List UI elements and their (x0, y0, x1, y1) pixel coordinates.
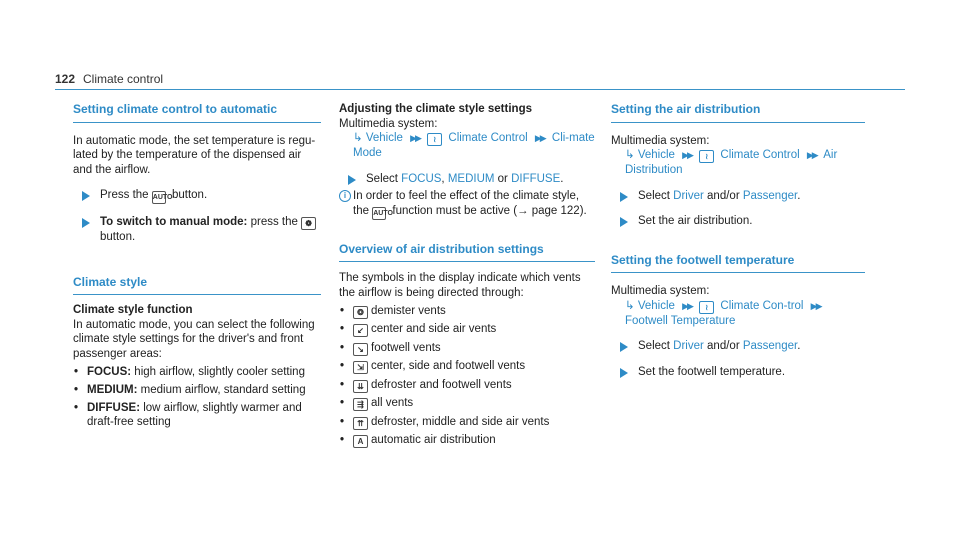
step-arrow-icon (82, 218, 90, 228)
defrost-icon: ❂ (353, 306, 368, 319)
section-rule (73, 294, 321, 295)
nav-path-climate-mode: ↳ Vehicle ▶▶ ≀ Climate Control ▶▶ Cli-mate Mode (353, 132, 595, 159)
column-1 (73, 102, 321, 430)
list-item (339, 359, 595, 374)
auto-distribution-icon: A (353, 435, 368, 448)
step-arrow-icon (348, 175, 356, 185)
center-side-footwell-icon: ⇲ (353, 361, 368, 374)
page-title: Climate control (83, 72, 164, 86)
list-item: • DIFFUSE: low airflow, slightly warmer and draft-free setting (74, 401, 302, 428)
step-arrow-icon (620, 217, 628, 227)
nav-sep-icon: ▶▶ (810, 300, 821, 311)
climate-style-subheading: Climate style function (73, 304, 193, 316)
bullet-icon: • (340, 397, 345, 409)
step-select-seat: Select Driver and/or Passenger. (611, 189, 865, 204)
defroster-footwell-icon: ⇊ (353, 380, 368, 393)
auto-button-icon: AUTO (152, 191, 166, 204)
multimedia-label: Multimedia system: (339, 117, 438, 130)
overview-intro: The symbols in the display indicate which vents the airflow is being directed through: (339, 272, 581, 299)
step-arrow-icon (620, 192, 628, 202)
vent-list (339, 304, 595, 449)
section-rule (611, 122, 865, 123)
section-rule (73, 122, 321, 123)
nav-path-air-distribution: ↳ Vehicle ▶▶ ≀ Climate Control ▶▶ Air Distribution (625, 149, 838, 176)
vent-description: center and side air vents (371, 323, 497, 335)
list-item (339, 378, 595, 393)
list-item: • MEDIUM: medium airflow, standard setting (74, 383, 306, 396)
column-2 (339, 102, 595, 448)
vent-description: automatic air distribution (371, 434, 496, 446)
step-arrow-icon (620, 368, 628, 378)
section-heading-footwell: Setting the footwell temperature (611, 252, 795, 267)
header-rule (55, 89, 905, 90)
vent-description: all vents (371, 397, 414, 409)
nav-sep-icon: ▶▶ (534, 133, 545, 143)
auto-intro: In automatic mode, the set temperature is regu-lated by the temperature of the dispensed air and the airflow. (73, 134, 316, 176)
section-heading-climate-style: Climate style (73, 274, 148, 289)
list-item (339, 322, 595, 337)
step-set-footwell-temperature: Set the footwell temperature. (611, 365, 865, 380)
multimedia-label: Multimedia system: (611, 134, 710, 147)
bullet-icon: • (74, 383, 79, 396)
page-number: 122 (55, 72, 76, 86)
climate-icon: ≀ (427, 133, 442, 146)
nav-arrow-icon: ↳ (625, 149, 635, 161)
nav-arrow-icon: ↳ (353, 132, 363, 144)
section-heading-auto: Setting climate control to automatic (73, 102, 278, 116)
bullet-icon: • (340, 360, 345, 372)
vent-description: demister vents (371, 304, 446, 317)
nav-sep-icon: ▶▶ (806, 150, 817, 160)
nav-arrow-icon: ↳ (625, 299, 635, 312)
section-heading-overview: Overview of air distribution settings (339, 241, 544, 256)
bullet-icon: • (340, 434, 345, 446)
vent-description: center, side and footwell vents (371, 360, 526, 372)
column-3 (611, 102, 865, 379)
defroster-middle-side-icon: ⇈ (353, 417, 368, 430)
manual-mode-icon: ❁ (301, 217, 316, 230)
bullet-icon: • (340, 415, 345, 428)
bullet-icon: • (74, 401, 79, 414)
bullet-icon: • (340, 323, 345, 335)
step-arrow-icon (620, 342, 628, 352)
section-rule (611, 272, 865, 273)
info-note: i In order to feel the effect of the climate style, the AUTO function must be active (→ page 122). (339, 189, 595, 220)
footwell-vents-icon: ↘ (353, 343, 368, 356)
section-heading-air-distribution: Setting the air distribution (611, 102, 761, 116)
step-set-distribution: Set the air distribution. (611, 214, 865, 229)
section-rule (339, 261, 595, 262)
auto-button-icon: AUTO (372, 207, 386, 220)
climate-icon: ≀ (699, 301, 714, 314)
list-item: • FOCUS: high airflow, slightly cooler setting (74, 365, 305, 378)
step-press-auto: Press the AUTO button. (73, 188, 321, 204)
nav-sep-icon: ▶▶ (410, 133, 420, 143)
bullet-icon: • (340, 378, 345, 391)
step-arrow-icon (82, 191, 90, 201)
list-item (339, 341, 595, 356)
climate-icon: ≀ (699, 150, 714, 163)
center-side-vents-icon: ↙ (353, 324, 368, 337)
multimedia-label: Multimedia system: (611, 285, 710, 297)
list-item (339, 433, 595, 448)
step-manual-mode: To switch to manual mode: press the ❁ button. (73, 215, 321, 245)
step-select-style: Select FOCUS, MEDIUM or DIFFUSE. (339, 172, 595, 187)
vent-description: defroster and footwell vents (371, 378, 512, 391)
info-icon: i (339, 190, 351, 202)
list-item (339, 304, 595, 319)
list-item (339, 415, 595, 430)
nav-sep-icon: ▶▶ (682, 300, 692, 311)
all-vents-icon: ⇶ (353, 398, 368, 411)
list-item (339, 396, 595, 411)
bullet-icon: • (340, 341, 345, 354)
bullet-icon: • (74, 365, 79, 378)
vent-description: defroster, middle and side air vents (371, 415, 550, 428)
bullet-icon: • (340, 304, 345, 317)
adjust-heading: Adjusting the climate style settings (339, 103, 532, 115)
nav-path-footwell: ↳ Vehicle ▶▶ ≀ Climate Con-trol ▶▶ Footwell Temperature (625, 299, 821, 327)
vent-description: footwell vents (371, 341, 441, 354)
climate-style-intro: In automatic mode, you can select the following climate style settings for the driver's and front passenger areas: (73, 318, 315, 360)
step-select-seat: Select Driver and/or Passenger. (611, 339, 865, 354)
nav-sep-icon: ▶▶ (682, 150, 692, 160)
